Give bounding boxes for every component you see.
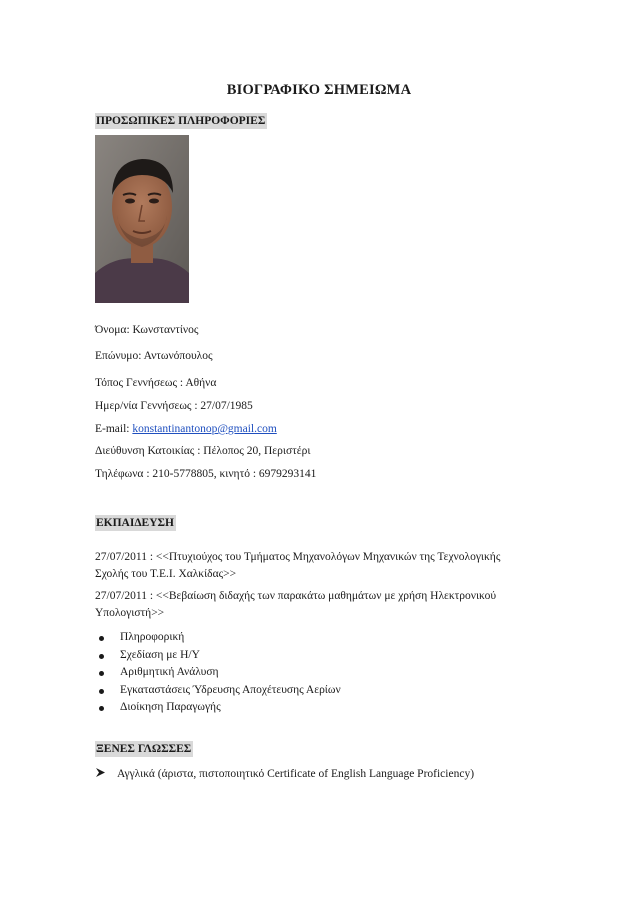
email-link[interactable]: konstantinantonop@gmail.com: [132, 423, 277, 435]
bullet-icon: [99, 671, 104, 676]
profile-photo: [95, 135, 189, 303]
bullet-icon: [99, 706, 104, 711]
courses-list: [95, 629, 341, 717]
list-item: [95, 682, 341, 700]
education-heading: ΕΚΠΑΙΔΕΥΣΗ: [96, 517, 174, 529]
email-label: E-mail:: [95, 423, 133, 435]
education-entry-1-line-1: 27/07/2011 : <<Πτυχιούχος του Τμήματος Μηχανολόγων Μηχανικών της Τεχνολογικής: [95, 551, 501, 563]
bullet-icon: [99, 689, 104, 694]
birthdate-field: Ημερ/νία Γεννήσεως : 27/07/1985: [95, 400, 253, 412]
language-label: Αγγλικά (άριστα, πιστοποιητικό Certificate of English Language Proficiency): [117, 768, 475, 780]
phones-field: Τηλέφωνα : 210-5778805, κινητό : 6979293141: [95, 468, 317, 480]
arrow-bullet-icon: [95, 767, 117, 781]
personal-info-heading: ΠΡΟΣΩΠΙΚΕΣ ΠΛΗΡΟΦΟΡΙΕΣ: [96, 115, 266, 127]
course-label: Εγκαταστάσεις Ύδρευσης Αποχέτευσης Αερίων: [120, 683, 341, 696]
address-field: Διεύθυνση Κατοικίας : Πέλοπος 20, Περιστέρι: [95, 445, 311, 457]
course-label: Αριθμητική Ανάλυση: [120, 666, 219, 678]
list-item: [95, 699, 341, 717]
name-field: Όνομα: Κωνσταντίνος: [95, 324, 199, 336]
education-entry-1-line-2: Σχολής του Τ.Ε.Ι. Χαλκίδας>>: [95, 568, 237, 580]
list-item: [95, 629, 341, 647]
list-item: [95, 647, 341, 665]
bullet-icon: [99, 636, 104, 641]
document-title: ΒΙΟΓΡΑΦΙΚΟ ΣΗΜΕΙΩΜΑ: [226, 82, 412, 98]
course-label: Σχεδίαση με Η/Υ: [120, 648, 200, 661]
email-field: [95, 422, 277, 436]
education-entry-2-line-2: Υπολογιστή>>: [95, 607, 165, 619]
course-label: Διοίκηση Παραγωγής: [120, 701, 221, 713]
education-entry-2-line-1: 27/07/2011 : <<Βεβαίωση διδαχής των παρακάτω μαθημάτων με χρήση Ηλεκτρονικού: [95, 590, 497, 602]
bullet-icon: [99, 654, 104, 659]
birthplace-field: Τόπος Γεννήσεως : Αθήνα: [95, 377, 217, 389]
list-item: [95, 664, 341, 682]
languages-heading: ΞΕΝΕΣ ΓΛΩΣΣΕΣ: [96, 743, 192, 755]
surname-field: Επώνυμο: Αντωνόπουλος: [95, 350, 213, 362]
course-label: Πληροφορική: [120, 631, 185, 643]
education-entry-2: [95, 588, 555, 622]
education-entry-1: [95, 549, 555, 583]
language-item: [95, 767, 474, 781]
